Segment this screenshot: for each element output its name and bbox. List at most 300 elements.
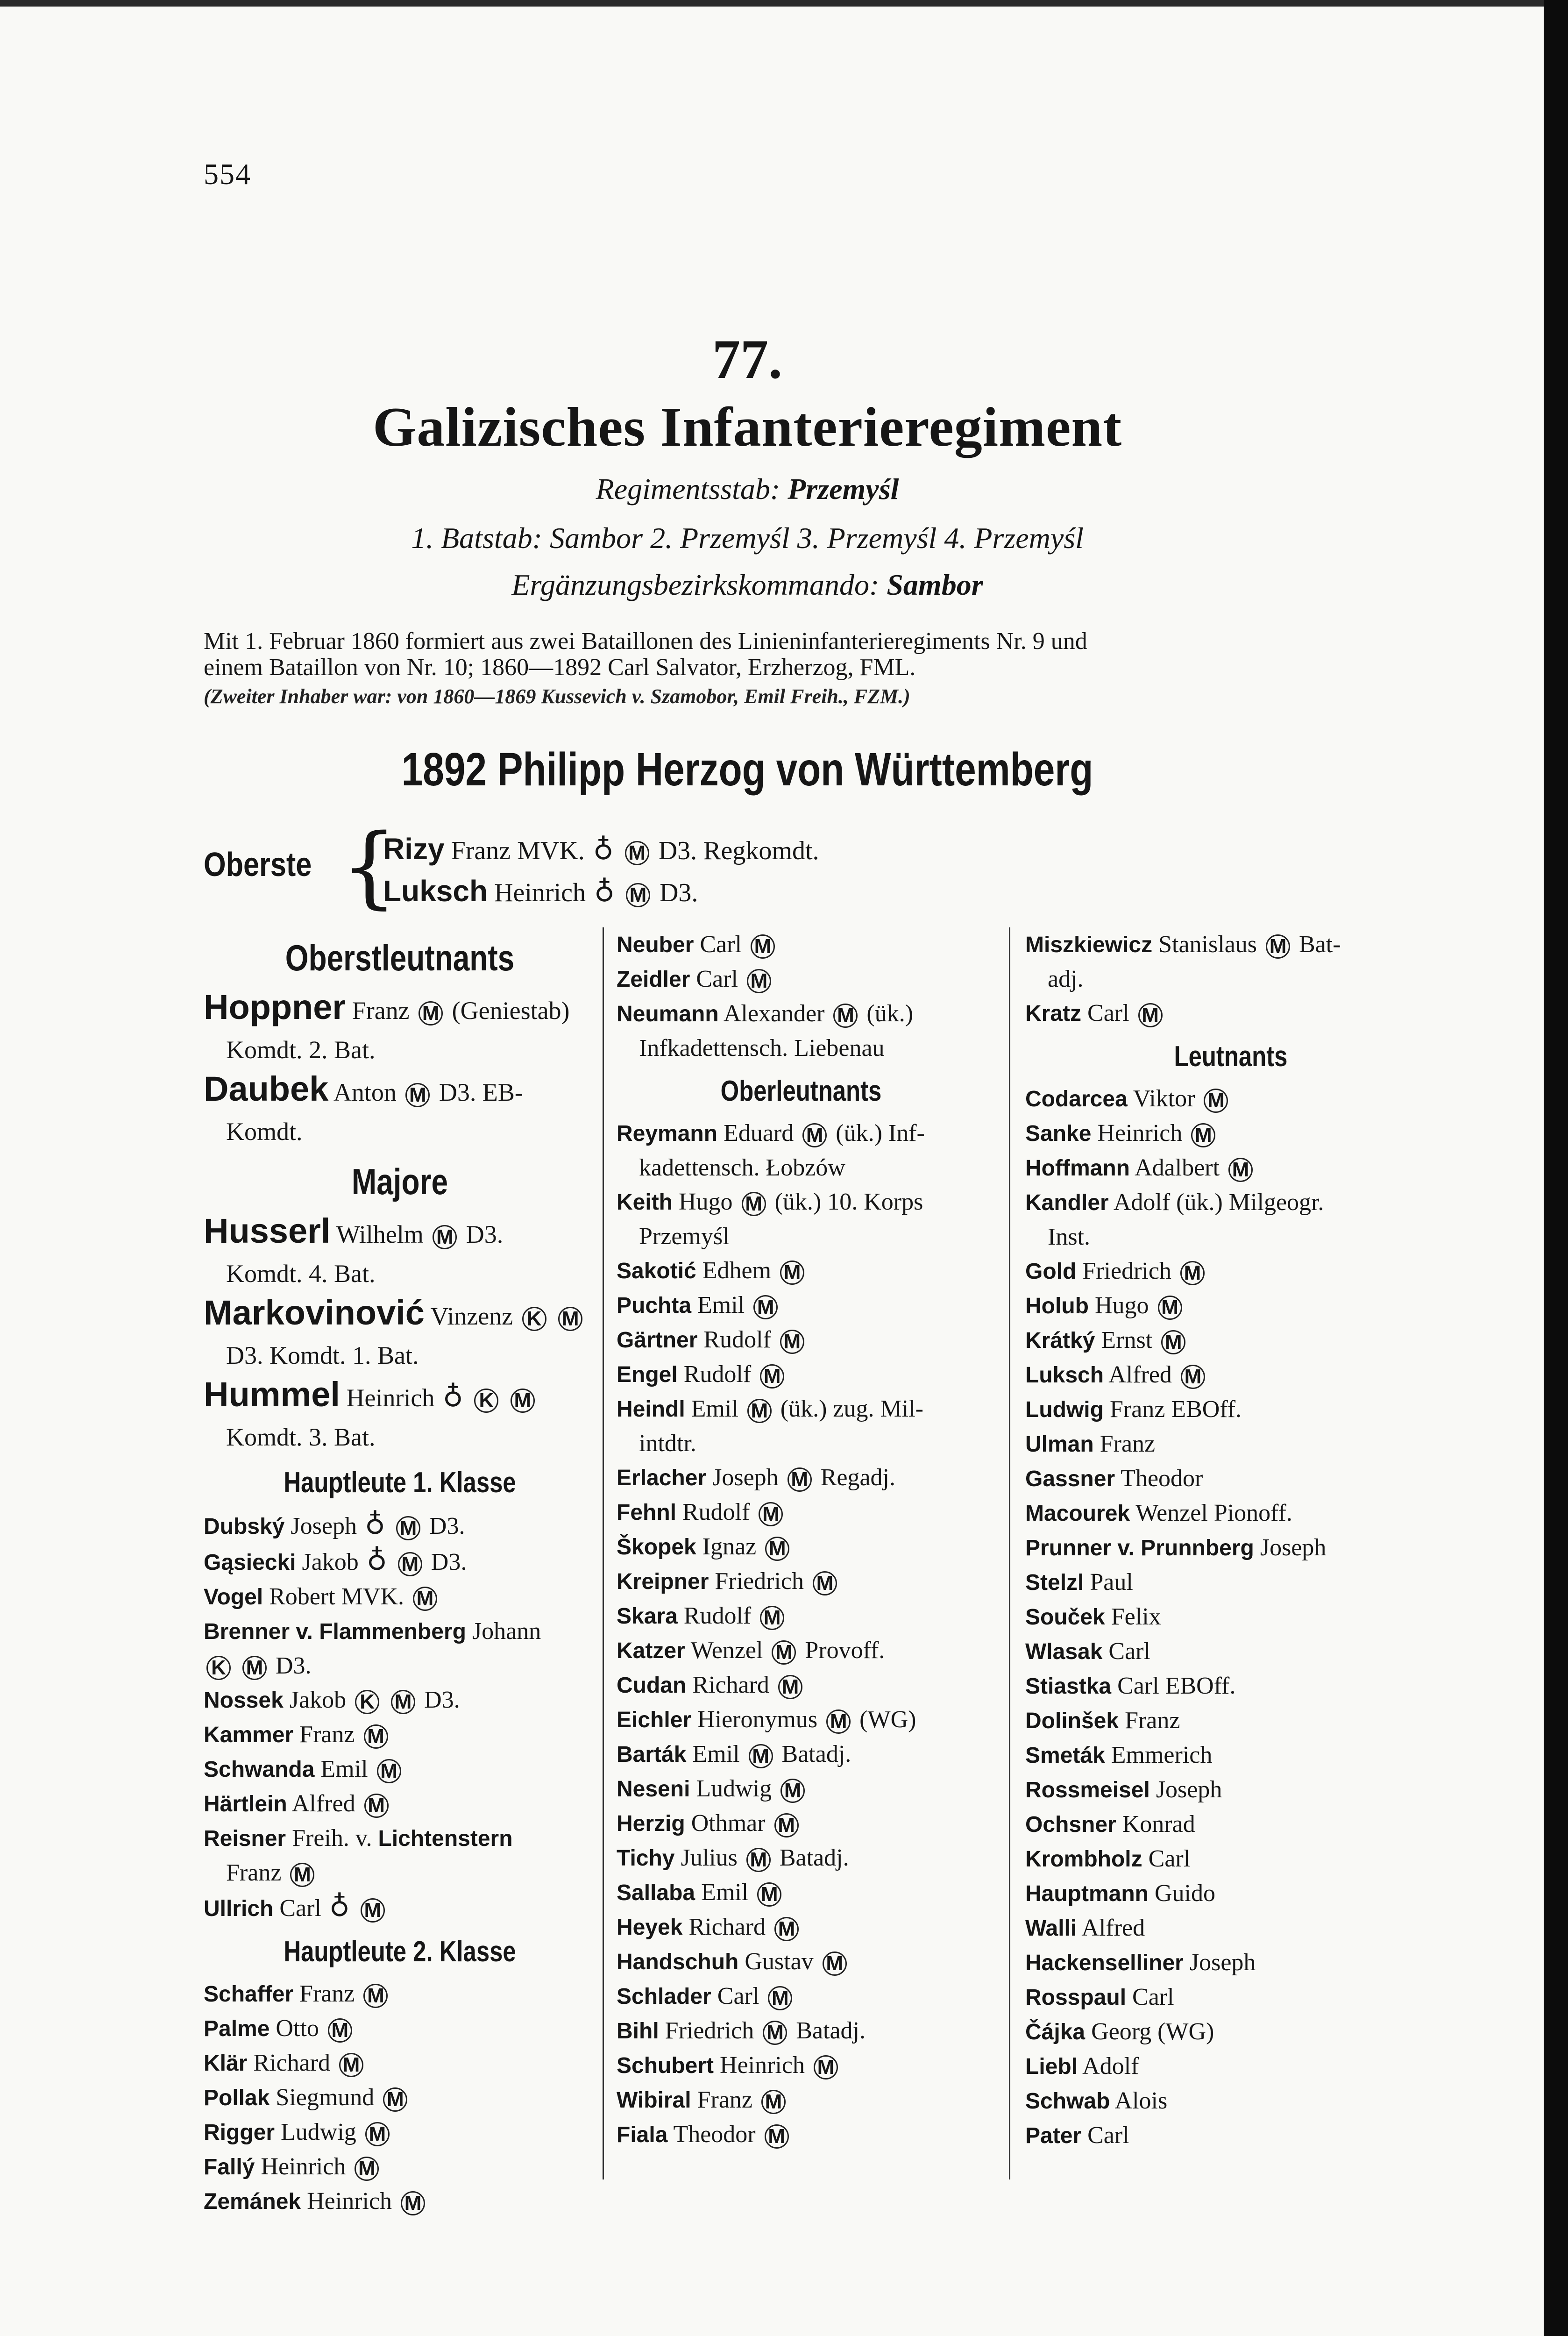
entry-suffix: D3. [276,1652,312,1679]
regiment-title: Galizisches Infanterieregiment [372,396,1122,458]
roster-entry [617,927,986,962]
entry-name: Luksch [383,874,488,908]
entry-name: Kratz [1025,1001,1082,1026]
entry-continuation: Inst. [1048,1224,1090,1250]
entry-details: Heinrich [720,2052,805,2079]
medal-m-icon: M [1266,934,1290,959]
roster-entry [1025,1427,1436,1461]
roster-entry [617,1495,986,1530]
cross-icon: ♁ [594,876,615,908]
batstab-line: 1. Batstab: Sambor 2. Przemyśl 3. Przemyśl 4. Przemyśl [411,521,1084,555]
entry-name: Neumann [617,1002,719,1026]
roster-entry [204,1580,596,1614]
entry-details: Joseph [1189,1949,1256,1976]
entry-continuation [204,1856,596,1890]
entry-suffix: Provoff. [805,1637,885,1664]
medal-m-icon: M [788,1467,812,1492]
roster-entry [1025,1807,1436,1842]
roster-entry [1025,1323,1436,1358]
entry-details: Jakob [289,1687,347,1713]
entry-suffix: D3. [424,1687,460,1713]
roster-entry [1025,1116,1436,1151]
column-3 [1025,927,1436,2153]
entry-name: Gassner [1025,1467,1115,1491]
entry-details: Friedrich [1082,1258,1171,1284]
entry-name: Schwanda [204,1757,315,1782]
entry-details: Carl [1132,1984,1174,2010]
entry-details: Franz MVK. [451,836,585,865]
roster-entry [617,1944,986,1979]
entry-name: Reisner [204,1826,286,1851]
medal-m-icon: M [405,1083,430,1107]
medal-m-icon: M [751,934,775,959]
entry-details: Carl [1087,1000,1129,1026]
entry-name: Puchta [617,1293,692,1318]
entry-details: Adolf [1082,2053,1139,2080]
entry-name: Schlader [617,1984,711,2009]
roster-entry [204,1683,596,1717]
roster-entry [617,1530,986,1564]
history-line-2: einem Bataillon von Nr. 10; 1860—1892 Carl Salvator, Erzherzog, FML. [204,654,916,681]
entry-details: Emil [691,1396,738,1422]
medal-m-icon: M [511,1389,535,1413]
roster-entry [1025,996,1436,1031]
roster-entry [204,1821,596,1890]
roster-entry [1025,2015,1436,2049]
entry-suffix: D3. EB- [439,1078,523,1106]
entry-details: Emil [701,1879,749,1906]
entry-name: Gąsiecki [204,1550,296,1575]
ergaenzung-line [0,568,1495,602]
entry-details: Ludwig [281,2119,356,2145]
entry-suffix: (ük.) Inf- [836,1120,925,1147]
entry-details: Siegmund [276,2084,375,2111]
entry-name: Vogel [204,1585,263,1610]
entry-suffix: (ük.) 10. Korps [774,1189,923,1215]
medal-m-icon: M [290,1863,314,1887]
entry-continuation: adj. [1048,966,1084,992]
scan-border-top [0,0,1568,7]
entry-suffix: Batadj. [779,1845,849,1871]
medal-m-icon: M [242,1656,267,1680]
entry-details: Friedrich [715,1568,804,1595]
roster-entry [1025,1531,1436,1565]
roster-entry [1025,1911,1436,1945]
roster-entry [204,1211,596,1293]
ergaenzung-place: Sambor [887,568,983,601]
entry-details: Carl [1108,1638,1150,1665]
entry-name: Brenner v. Flammenberg [204,1619,466,1644]
medal-m-icon: M [763,2021,787,2045]
entry-suffix: (WG) [859,1706,916,1733]
medal-m-icon: M [364,1724,388,1749]
entry-details: Alfred [1081,1915,1145,1941]
roster-entry [204,1375,596,1457]
roster-entry [1025,1565,1436,1600]
entry-name: Nossek [204,1688,284,1713]
oberst-entry [383,874,698,908]
entry-details: Joseph [712,1464,779,1491]
entry-details: Viktor [1133,1085,1195,1112]
section-heading-hauptleute-1: Hauptleute 1. Klasse [284,1467,516,1499]
medal-m-icon: M [826,1709,851,1734]
history-note: (Zweiter Inhaber war: von 1860—1869 Kussevich v. Szamobor, Emil Freih., FZM.) [204,685,910,708]
entry-name: Herzig [617,1811,685,1836]
entry-details: Wenzel Pionoff. [1135,1500,1292,1526]
medal-m-icon: M [1204,1089,1228,1113]
medal-m-icon: M [747,969,771,993]
roster-entry [1025,1876,1436,1911]
entry-suffix: D3. [466,1220,504,1248]
roster-entry [1025,1703,1436,1738]
medal-m-icon: M [760,1606,784,1630]
entry-name: Hauptmann [1025,1881,1149,1906]
entry-details: Rudolf [683,1602,752,1629]
roster-entry [1025,1254,1436,1289]
entry-continuation: Komdt. 4. Bat. [226,1260,376,1288]
roster-entry [617,1737,986,1772]
entry-name: Sanke [1025,1121,1092,1146]
medal-m-icon: M [753,1295,778,1319]
entry-details: Felix [1111,1603,1161,1630]
entry-name: Škopek [617,1535,696,1560]
entry-name: Tichy [617,1846,675,1871]
entry-details: Franz [352,997,410,1025]
column-1 [204,927,596,2219]
entry-suffix: Batadj. [781,1741,851,1767]
entry-details: Heinrich [346,1384,435,1412]
entry-details: Jakob [302,1549,359,1575]
entry-details: Hieronymus [697,1706,818,1733]
medal-m-icon: M [749,1744,773,1768]
entry-continuation: intdtr. [639,1430,696,1457]
medal-m-icon: M [383,2087,407,2112]
medal-m-icon: M [363,1984,388,2008]
entry-details: Joseph [1260,1534,1327,1561]
section-heading-oberleutnants: Oberleutnants [720,1075,882,1107]
scan-border-right [1544,0,1568,2336]
roster-entry [617,2014,986,2048]
section-heading-hauptleute-2: Hauptleute 2. Klasse [284,1936,516,1968]
entry-name: Krombholz [1025,1847,1142,1872]
cross-icon: ♁ [366,1544,387,1577]
brace-symbol: { [341,815,397,918]
medal-m-icon: M [413,1587,437,1611]
roster-entry [617,1910,986,1944]
roster-entry [1025,2118,1436,2153]
entry-details: Franz [1125,1707,1180,1734]
entry-details: Carl [1148,1845,1191,1872]
entry-name: Kreipner [617,1569,709,1594]
roster-entry [1025,927,1436,996]
entry-name: Ulman [1025,1432,1094,1457]
entry-name: Barták [617,1742,687,1767]
roster-entry [204,1069,596,1151]
roster-entry [204,2046,596,2080]
entry-details: Richard [692,1672,769,1698]
entry-suffix: D3. Regkomdt. [658,836,819,865]
entry-details: Richard [688,1914,766,1940]
medal-m-icon: M [433,1225,457,1249]
medal-m-icon: M [364,1794,389,1818]
roster-entry [204,988,596,1069]
page-number: 554 [204,157,251,191]
entry-continuation: Komdt. 2. Bat. [226,1036,376,1064]
entry-name: Heyek [617,1915,683,1940]
medal-m-icon: M [1138,1003,1163,1027]
entry-suffix: D3. [659,878,698,907]
entry-name: Fallý [204,2155,255,2179]
entry-details: Franz [299,1980,355,2007]
entry-details: Emil [692,1741,740,1767]
entry-name: Walli [1025,1916,1077,1941]
entry-details: Heinrich [494,878,586,907]
roster-entry [617,1633,986,1668]
entry-name: Reymann [617,1121,718,1146]
entry-name: Klär [204,2051,248,2076]
roster-entry [1025,1392,1436,1427]
entry-name: Bihl [617,2019,659,2044]
entry-details: Franz [697,2087,752,2113]
entry-details: Franz [299,1721,355,1748]
entry-details: Eduard [724,1120,794,1147]
medal-m-icon: M [772,1640,796,1665]
roster-entry [617,1806,986,1841]
roster-entry [617,1979,986,2014]
medal-m-icon: M [1191,1123,1215,1147]
entry-name: Macourek [1025,1501,1130,1526]
medal-m-icon: M [396,1516,420,1540]
entry-details: Robert MVK. [269,1583,404,1610]
roster-entry [1025,1358,1436,1392]
entry-details: Gustav [745,1948,814,1975]
roster-entry [204,2150,596,2184]
roster-entry [1025,1773,1436,1807]
entry-name: Dolinšek [1025,1709,1119,1733]
entry-details: Anton [333,1078,397,1106]
entry-details: Franz EBOff. [1109,1396,1242,1423]
roster-entry [617,962,986,997]
medal-m-icon: M [765,2124,789,2149]
entry-continuation: kadettensch. Łobzów [639,1154,845,1181]
roster-entry [617,1460,986,1495]
entry-name: Schubert [617,2053,714,2078]
entry-name: Husserl [204,1211,331,1250]
medal-m-icon: M [1161,1330,1185,1354]
roster-entry [1025,2049,1436,2084]
cross-icon: ♁ [442,1381,463,1413]
entry-details: Carl EBOff. [1117,1673,1236,1699]
medal-k-icon: K [355,1690,379,1714]
medal-m-icon: M [833,1004,858,1028]
entry-details: Joseph [291,1513,357,1539]
entry-details: Wenzel [690,1637,763,1664]
entry-name: Engel [617,1362,678,1387]
roster-entry [617,1841,986,1875]
roster-entry [1025,1496,1436,1531]
medal-m-icon: M [774,1917,799,1941]
entry-name: Čájka [1025,2020,1086,2044]
entry-details: Georg (WG) [1091,2018,1214,2045]
entry-name: Holub [1025,1294,1089,1318]
entry-name: Prunner v. Prunnberg [1025,1536,1254,1560]
medal-m-icon: M [1228,1158,1253,1182]
medal-m-icon: M [814,2055,838,2080]
entry-name: Cudan [617,1673,687,1698]
roster-entry [617,2048,986,2083]
roster-entry [1025,1945,1436,1980]
entry-details: Ernst [1101,1327,1153,1353]
entry-name: Rossmeisel [1025,1778,1150,1802]
entry-details: Hugo [679,1189,733,1215]
entry-cont-text: Franz [226,1859,282,1886]
entry-continuation [204,1649,596,1683]
medal-m-icon: M [361,1898,385,1923]
roster-entry [1025,1842,1436,1876]
entry-continuation: D3. Komdt. 1. Bat. [226,1341,419,1369]
column-2 [617,927,986,2152]
medal-m-icon: M [760,1364,784,1389]
entry-suffix: Bat- [1299,931,1341,958]
entry-details: Carl [696,966,738,992]
entry-continuation: Komdt. 3. Bat. [226,1423,376,1451]
column-divider [1009,927,1010,2179]
entry-details: Carl [700,931,742,958]
entry-suffix: (Geniestab) [452,997,570,1025]
entry-name: Schaffer [204,1982,294,2007]
medal-m-icon: M [774,1813,799,1837]
entry-name: Daubek [204,1069,329,1108]
entry-name: Kandler [1025,1190,1109,1215]
cross-icon: ♁ [593,833,614,866]
roster-entry [617,1875,986,1910]
roster-entry [617,1772,986,1806]
roster-entry [617,2117,986,2152]
entry-details: Ludwig [696,1775,772,1802]
roster-entry [1025,1738,1436,1773]
medal-m-icon: M [626,883,650,907]
entry-name: Hummel [204,1375,340,1414]
entry-name: Rigger [204,2120,275,2145]
entry-name: Pater [1025,2123,1082,2148]
section-heading-leutnants: Leutnants [1174,1040,1288,1073]
medal-k-icon: K [474,1389,498,1413]
entry-name: Smeták [1025,1743,1105,1768]
entry-name: Gold [1025,1259,1077,1284]
medal-m-icon: M [780,1330,804,1354]
entry-details: Hugo [1094,1292,1149,1319]
entry-name: Pollak [204,2086,270,2110]
entry-name: Fehnl [617,1500,676,1525]
entry-details: Otto [276,2015,319,2042]
entry-name: Dubský [204,1514,285,1539]
roster-entry [204,2080,596,2115]
roster-entry [1025,1185,1436,1254]
entry-name: Ochsner [1025,1812,1116,1837]
cross-icon: ♁ [329,1890,350,1923]
entry-name: Fiala [617,2122,668,2147]
entry-details: Joseph [1156,1776,1222,1803]
cross-icon: ♁ [364,1508,385,1541]
entry-details: Alfred [1108,1361,1172,1388]
roster-entry [617,1253,986,1288]
entry-name: Souček [1025,1605,1105,1630]
ergaenzung-label: Ergänzungsbezirkskommando: [511,568,880,601]
entry-name: Wibiral [617,2088,691,2113]
entry-name: Palme [204,2016,270,2041]
medal-m-icon: M [780,1779,805,1803]
regimentsstab-place: Przemyśl [788,472,899,506]
oberst-entry [383,832,819,866]
entry-name: Hoffmann [1025,1156,1130,1181]
entry-name: Handschuh [617,1950,739,1974]
roster-entry [617,1357,986,1392]
entry-name: Stelzl [1025,1570,1084,1595]
entry-details: Theodor [673,2121,756,2148]
entry-suffix: D3. [429,1513,465,1539]
medal-m-icon: M [355,2157,379,2181]
regiment-owner: 1892 Philipp Herzog von Württemberg [401,743,1093,796]
entry-name: Keith [617,1190,673,1215]
medal-m-icon: M [391,1690,415,1714]
roster-entry [617,1288,986,1323]
roster-entry [1025,1461,1436,1496]
entry-suffix: Batadj. [796,2017,866,2044]
entry-name: Schwab [1025,2089,1110,2114]
roster-entry [204,1293,596,1375]
roster-entry [617,1323,986,1357]
medal-m-icon: M [1181,1365,1205,1389]
medal-m-icon: M [328,2018,352,2043]
entry-details: Carl [717,1983,759,2009]
roster-entry [1025,1980,1436,2015]
oberste-label: Oberste [204,846,312,883]
history-line-1: Mit 1. Februar 1860 formiert aus zwei Bataillonen des Linieninfanterieregiments Nr. 9 und [204,628,1087,655]
entry-name: Sakotić [617,1259,696,1283]
medal-m-icon: M [1180,1261,1205,1285]
entry-details: Emil [320,1756,368,1782]
medal-m-icon: M [780,1261,804,1285]
roster-entry [204,1787,596,1821]
entry-continuation: Komdt. [226,1118,303,1146]
medal-m-icon: M [823,1951,847,1976]
entry-details: Friedrich [665,2017,754,2044]
entry-details: Heinrich [1097,1120,1183,1147]
entry-name: Ludwig [1025,1397,1104,1422]
medal-m-icon: M [1158,1296,1182,1320]
entry-name: Neseni [617,1777,690,1802]
roster-entry [204,1890,596,1926]
entry-name: Zemánek [204,2189,301,2214]
entry-continuation: Infkadettensch. Liebenau [639,1035,885,1061]
medal-m-icon: M [768,1986,792,2010]
entry-details: Othmar [691,1810,766,1837]
roster-entry [1025,1634,1436,1669]
medal-m-icon: M [365,2122,390,2146]
entry-details: Alois [1114,2087,1168,2114]
roster-entry [204,2115,596,2150]
entry-details: Vinzenz [430,1302,513,1330]
entry-name: Härtlein [204,1792,287,1816]
medal-m-icon: M [746,1848,771,1872]
entry-name: Markovinović [204,1293,425,1332]
entry-details: Konrad [1122,1811,1195,1837]
regiment-number: 77. [712,328,782,390]
entry-details: Emmerich [1111,1742,1213,1768]
roster-entry [617,1702,986,1737]
entry-name-2: Lichtenstern [378,1826,513,1851]
roster-entry [204,1717,596,1752]
